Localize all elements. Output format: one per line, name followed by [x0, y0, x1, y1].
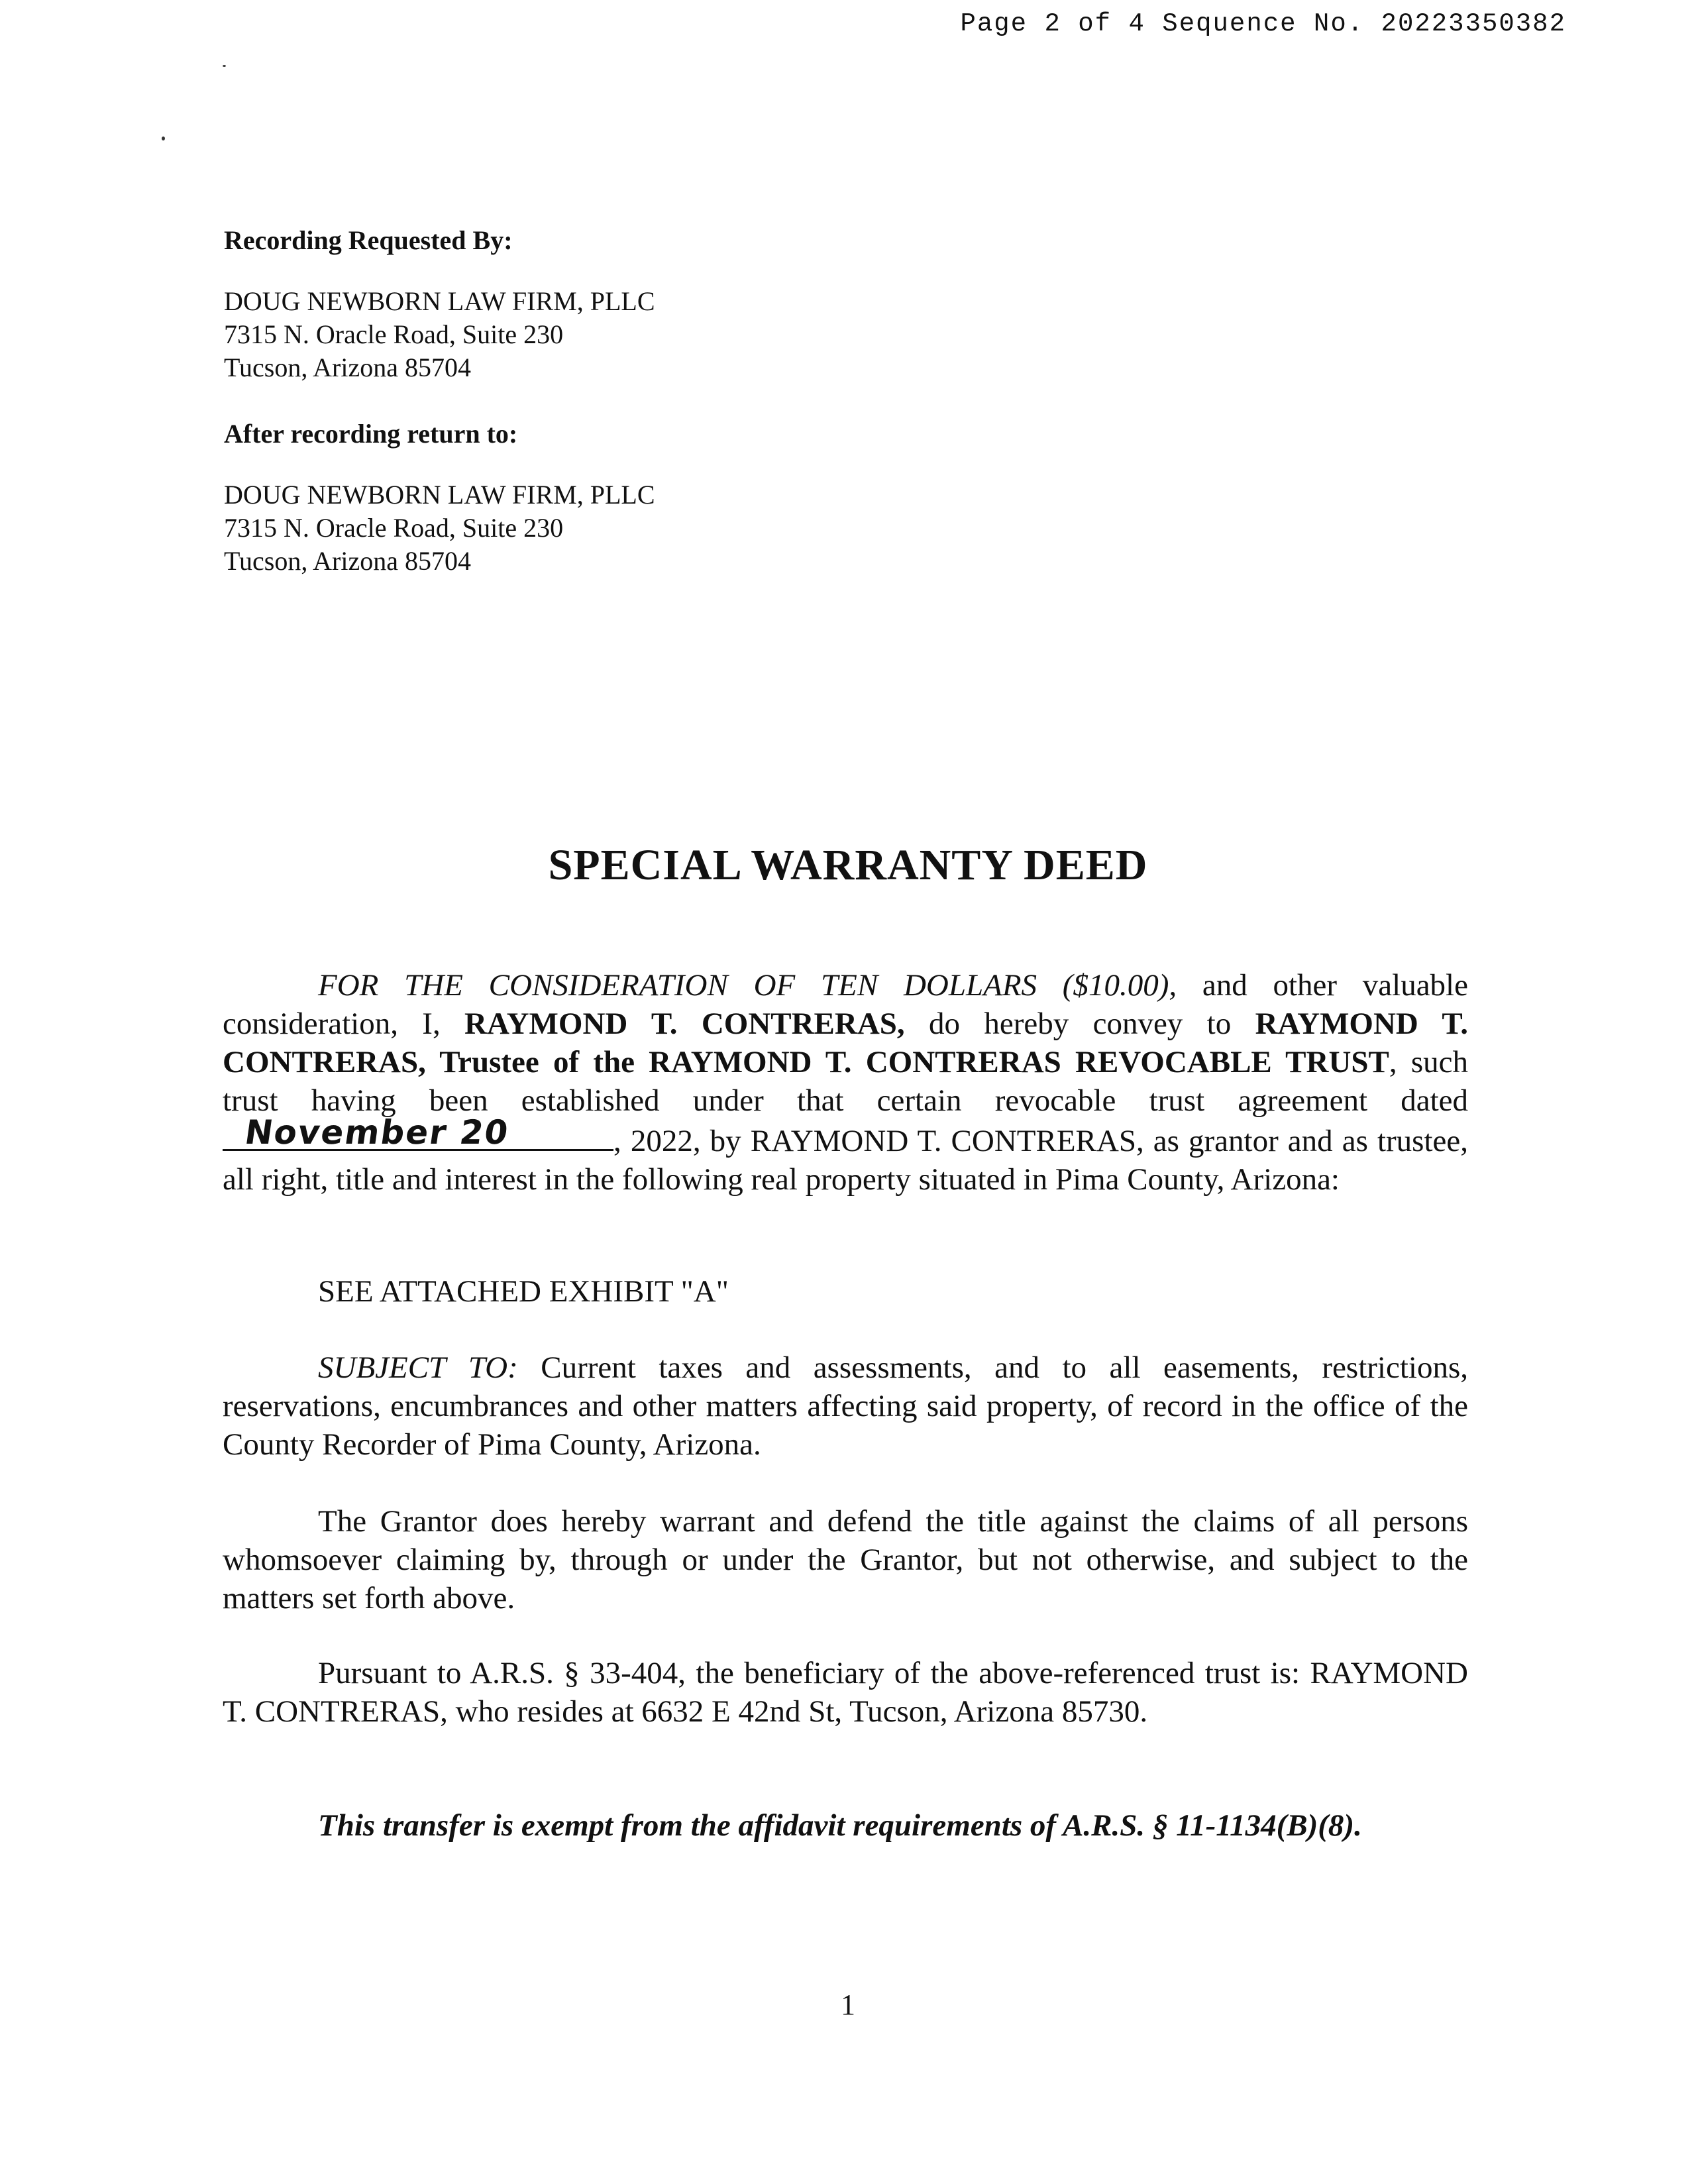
date-blank — [223, 1113, 613, 1152]
page-sequence-header: Page 2 of 4 Sequence No. 20223350382 — [960, 9, 1566, 38]
trustee-name: RAYMOND T. CONTRERAS, Trustee of the RAYMOND T. CONTRERAS REVOCABLE TRUST — [223, 1007, 1468, 1079]
warranty-paragraph: The Grantor does hereby warrant and defend the title against the claims of all persons whomsoever claiming by, through or under the Grantor, but not otherwise, and subject to the matters set forth above. — [223, 1504, 1468, 1615]
address-line: Tucson, Arizona 85704 — [224, 546, 471, 576]
subject-to-label: SUBJECT TO: — [318, 1350, 518, 1385]
consideration-text: do hereby convey to — [904, 1007, 1255, 1041]
document-title: SPECIAL WARRANTY DEED — [548, 841, 1148, 889]
consideration-text: and other valuable consideration, I, — [223, 968, 1468, 1041]
recording-requested-block — [224, 224, 655, 384]
grantor-name: RAYMOND T. CONTRERAS, — [464, 1007, 905, 1041]
scan-speck — [162, 136, 165, 140]
beneficiary-paragraph: Pursuant to A.R.S. § 33-404, the beneficiary of the above-referenced trust is: RAYMOND T. CONTRERAS, who resides at 6632 E 42nd St, Tucson, Arizona 85730. — [223, 1656, 1468, 1729]
subject-to-paragraph — [223, 1348, 1468, 1464]
address-line: DOUG NEWBORN LAW FIRM, PLLC — [224, 286, 655, 316]
consideration-intro: FOR THE CONSIDERATION OF TEN DOLLARS ($10.00), — [318, 968, 1177, 1003]
address-line: DOUG NEWBORN LAW FIRM, PLLC — [224, 480, 655, 510]
return-to-label: After recording return to: — [224, 419, 518, 449]
consideration-text: , 2022, by RAYMOND T. CONTRERAS, as grantor and as trustee, all right, title and interest in the following real property situated in Pima County, Arizona: — [223, 1124, 1468, 1197]
consideration-text: , such trust having been established under that certain revocable trust agreement dated — [223, 1045, 1468, 1118]
scan-speck — [223, 65, 226, 67]
handwritten-date: November 20 — [242, 1113, 512, 1152]
address-line: 7315 N. Oracle Road, Suite 230 — [224, 513, 564, 543]
exhibit-reference: SEE ATTACHED EXHIBIT "A" — [318, 1274, 729, 1309]
return-to-block — [224, 417, 655, 578]
address-line: 7315 N. Oracle Road, Suite 230 — [224, 319, 564, 349]
page-number: 1 — [841, 1989, 855, 2021]
subject-to-text: Current taxes and assessments, and to all easements, restrictions, reservations, encumbrances and other matters affecting said property, of record in the office of the County Recorder of Pima County, Arizona. — [223, 1350, 1468, 1462]
address-line: Tucson, Arizona 85704 — [224, 353, 471, 382]
exemption-statement: This transfer is exempt from the affidavit requirements of A.R.S. § 11-1134(B)(8). — [318, 1808, 1362, 1843]
recording-requested-label: Recording Requested By: — [224, 225, 513, 255]
consideration-paragraph — [223, 966, 1468, 1199]
